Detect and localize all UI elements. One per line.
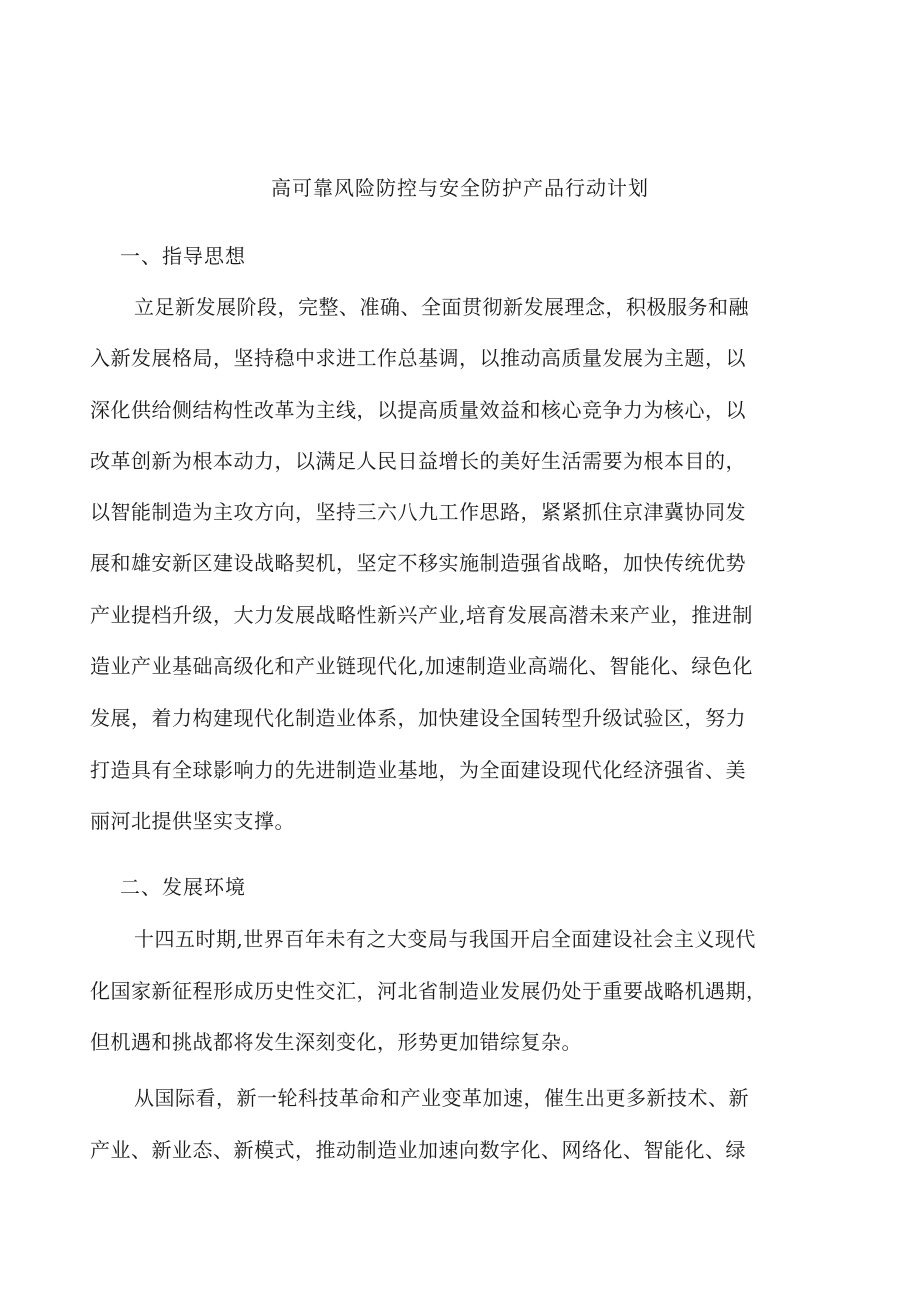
paragraph-line: 发展，着力构建现代化制造业体系，加快建设全国转型升级试验区，努力 xyxy=(90,706,746,730)
paragraph-line: 改革创新为根本动力，以满足人民日益增长的美好生活需要为根本目的， xyxy=(90,449,746,473)
paragraph-line: 但机遇和挑战都将发生深刻变化，形势更加错综复杂。 xyxy=(90,1030,582,1054)
paragraph-line: 化国家新征程形成历史性交汇，河北省制造业发展仍处于重要战略机遇期， xyxy=(90,979,767,1003)
paragraph-line: 造业产业基础高级化和产业链现代化,加速制造业高端化、智能化、绿色化 xyxy=(90,654,753,678)
section-heading-guiding-ideology: 一、指导思想 xyxy=(120,244,246,268)
paragraph-line: 从国际看，新一轮科技革命和产业变革加速，催生出更多新技术、新 xyxy=(134,1086,749,1110)
paragraph-line: 深化供给侧结构性改革为主线，以提高质量效益和核心竞争力为核心，以 xyxy=(90,398,746,422)
paragraph-line: 丽河北提供坚实支撑。 xyxy=(90,809,295,833)
paragraph-line: 展和雄安新区建设战略契机，坚定不移实施制造强省战略，加快传统优势 xyxy=(90,551,746,575)
paragraph-line: 十四五时期,世界百年未有之大变局与我国开启全面建设社会主义现代 xyxy=(134,927,756,951)
paragraph-line: 立足新发展阶段，完整、准确、全面贯彻新发展理念，积极服务和融 xyxy=(134,295,749,319)
paragraph-line: 以智能制造为主攻方向，坚持三六八九工作思路，紧紧抓住京津冀协同发 xyxy=(90,500,746,524)
paragraph-line: 入新发展格局，坚持稳中求进工作总基调，以推动高质量发展为主题，以 xyxy=(90,346,746,370)
paragraph-line: 产业、新业态、新模式，推动制造业加速向数字化、网络化、智能化、绿 xyxy=(90,1138,746,1162)
document-title: 高可靠风险防控与安全防护产品行动计划 xyxy=(271,176,649,200)
paragraph-line: 打造具有全球影响力的先进制造业基地，为全面建设现代化经济强省、美 xyxy=(90,758,746,782)
section-heading-development-environment: 二、发展环境 xyxy=(120,875,246,899)
paragraph-line: 产业提档升级，大力发展战略性新兴产业,培育发展高潜未来产业，推进制 xyxy=(90,603,753,627)
